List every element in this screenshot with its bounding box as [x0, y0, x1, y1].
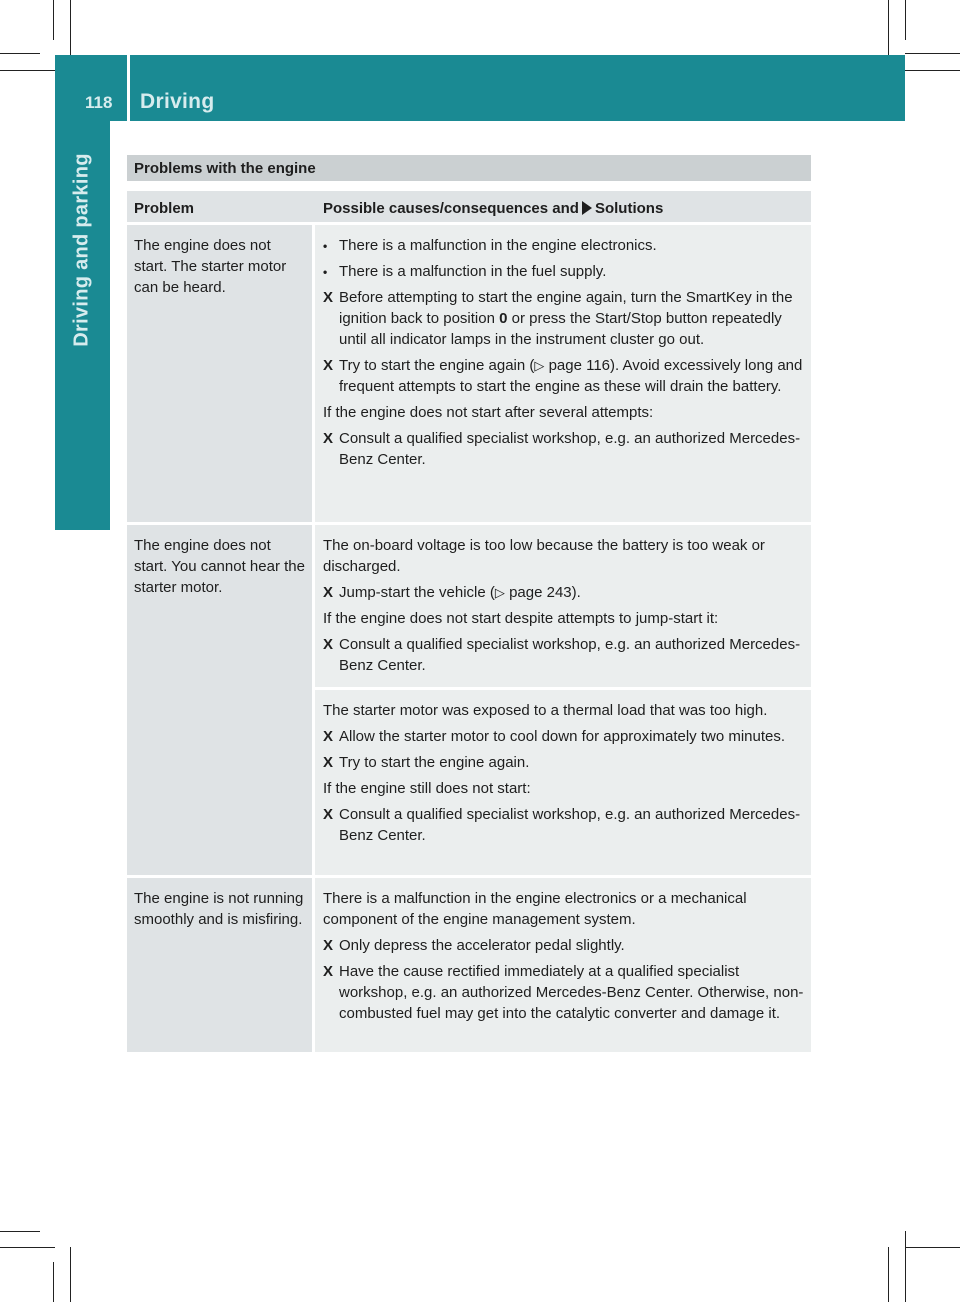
action-step — [323, 634, 805, 676]
solution-cell — [315, 225, 811, 522]
action-x-icon: X — [323, 636, 334, 653]
table-title: Problems with the engine — [127, 155, 811, 181]
table-header-row — [127, 191, 811, 222]
crop-mark — [70, 1247, 71, 1302]
problem-cell: The engine does not start. The starter motor can be heard. — [127, 225, 312, 522]
paragraph: If the engine still does not start: — [323, 780, 531, 797]
action-step-text: Before attempting to start the engine again, turn the SmartKey in the ignition back to position — [339, 289, 793, 327]
paragraph: If the engine does not start after several attempts: — [323, 404, 654, 421]
crop-mark — [53, 0, 54, 40]
solution-block — [315, 878, 811, 1052]
crop-mark — [0, 53, 40, 54]
action-step — [323, 804, 805, 846]
column-header-solutions-label: Solutions — [594, 200, 664, 217]
crop-mark — [888, 1247, 889, 1302]
crop-mark — [53, 1262, 54, 1302]
action-step — [323, 726, 805, 747]
problem-cell: The engine does not start. You cannot hear the starter motor. — [127, 525, 312, 875]
solution-block — [315, 690, 811, 875]
page-reference-link[interactable]: page 116 — [548, 357, 611, 374]
crop-mark — [0, 1247, 55, 1248]
paragraph: The starter motor was exposed to a thermal load that was too high. — [323, 702, 768, 719]
action-step-text: ). — [571, 584, 581, 601]
paragraph: If the engine does not start despite attempts to jump-start it: — [323, 610, 719, 627]
crop-mark — [905, 53, 960, 54]
action-x-icon: X — [323, 806, 334, 823]
crop-mark — [0, 70, 55, 71]
section-title: Driving — [140, 90, 215, 113]
action-x-icon: X — [323, 754, 334, 771]
action-x-icon: X — [323, 430, 334, 447]
column-header-solutions-text: Possible causes/consequences and — [323, 200, 579, 217]
action-x-icon: X — [323, 584, 334, 601]
bullet-icon: • — [323, 239, 328, 253]
list-item-text: There is a malfunction in the engine electronics. — [339, 237, 657, 254]
column-header-problem: Problem — [134, 200, 195, 217]
action-step-text: Jump-start the vehicle ( — [339, 584, 495, 601]
paragraph: The on-board voltage is too low because the battery is too weak or discharged. — [323, 537, 765, 575]
crop-mark — [905, 70, 960, 71]
action-x-icon: X — [323, 937, 334, 954]
page-number: 118 — [85, 93, 113, 112]
action-step — [323, 428, 805, 470]
paragraph: There is a malfunction in the engine electronics or a mechanical component of the engine management system. — [323, 890, 747, 928]
solution-block — [315, 225, 811, 522]
table-row — [127, 225, 811, 522]
crop-mark — [905, 0, 906, 40]
action-step — [323, 935, 805, 956]
crop-mark — [70, 0, 71, 55]
page-ref-arrow-icon: ▷ — [534, 358, 545, 373]
action-step-text: Try to start the engine again ( — [339, 357, 535, 374]
action-x-icon: X — [323, 289, 334, 306]
solution-cell — [315, 525, 811, 875]
table-row — [127, 525, 811, 875]
action-step-text: Try to start the engine again. — [339, 754, 530, 771]
list-item-text: There is a malfunction in the fuel supply. — [339, 263, 607, 280]
action-step — [323, 355, 805, 397]
action-step — [323, 287, 805, 350]
problem-cell: The engine is not running smoothly and is misfiring. — [127, 878, 312, 1052]
action-step-text: Only depress the accelerator pedal slightly. — [339, 937, 625, 954]
page-reference-link[interactable]: page 243 — [509, 584, 572, 601]
position-value: 0 — [499, 310, 508, 327]
action-step-text: Consult a qualified specialist workshop, e.g. an authorized Mercedes-Benz Center. — [339, 430, 801, 468]
crop-mark — [905, 1231, 906, 1302]
bullet-icon: • — [323, 265, 328, 279]
action-step-text: ). Avoid excessively long and frequent attempts to start the engine as these will drain the battery. — [339, 357, 803, 395]
solution-block — [315, 525, 811, 687]
action-x-icon: X — [323, 728, 334, 745]
action-step-text: Have the cause rectified immediately at a qualified specialist workshop, e.g. an authorized Mercedes-Benz Center. Otherwise, non-combusted fuel may get into the catalytic converter and damage it. — [339, 963, 804, 1022]
action-x-icon: X — [323, 357, 334, 374]
table-row — [127, 878, 811, 1052]
crop-mark — [905, 1247, 960, 1248]
action-x-icon: X — [323, 963, 334, 980]
crop-mark — [888, 0, 889, 55]
solution-cell — [315, 878, 811, 1052]
page-ref-arrow-icon: ▷ — [494, 585, 505, 600]
side-tab-label: Driving and parking — [70, 153, 93, 347]
header-divider — [127, 55, 130, 121]
action-step-text: or press the Start/Stop button repeatedly until all indicator lamps in the instrument cluster go out. — [339, 310, 782, 348]
column-header-solutions — [315, 191, 811, 222]
action-step — [323, 582, 805, 603]
action-step-text: Consult a qualified specialist workshop, e.g. an authorized Mercedes-Benz Center. — [339, 806, 801, 844]
list-item — [323, 261, 805, 282]
problems-table — [127, 155, 811, 1052]
action-step-text: Allow the starter motor to cool down for approximately two minutes. — [339, 728, 786, 745]
action-step — [323, 752, 805, 773]
action-step — [323, 961, 805, 1024]
action-triangle-icon — [582, 201, 592, 215]
list-item — [323, 235, 805, 256]
crop-mark — [0, 1231, 40, 1232]
action-step-text: Consult a qualified specialist workshop, e.g. an authorized Mercedes-Benz Center. — [339, 636, 801, 674]
